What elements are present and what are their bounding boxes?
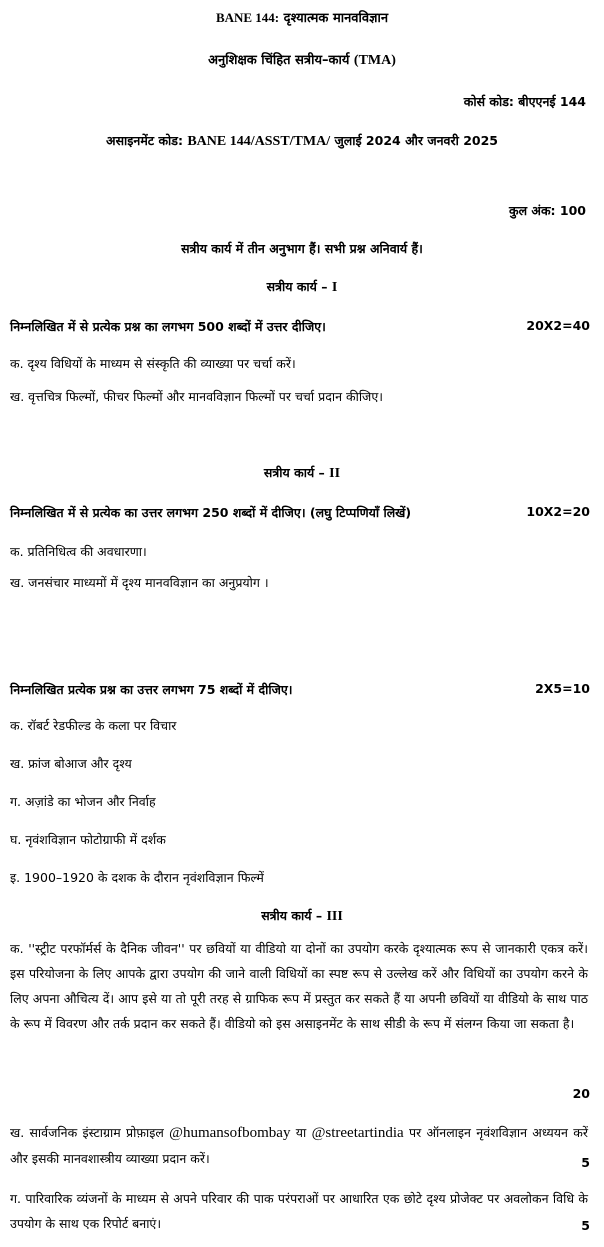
section-1-question-a: क. दृश्य विधियों के माध्यम से संस्कृति की व्याख्या पर चर्चा करें। [10, 356, 296, 371]
short-question-e: इ. 1900–1920 के दशक के दौरान नृवंशविज्ञान फिल्में [10, 870, 264, 885]
section-1-instruction: निम्नलिखित में से प्रत्येक प्रश्न का लगभग 500 शब्दों में उत्तर दीजिए। [10, 319, 326, 334]
section-2-instruction: निम्नलिखित में से प्रत्येक का उत्तर लगभग 250 शब्दों में दीजिए। (लघु टिप्पणियाँ लिखें) [10, 505, 412, 520]
section-3-question-a-marks: 20 [572, 1086, 590, 1101]
section-2-short-instruction: निम्नलिखित प्रत्येक प्रश्न का उत्तर लगभग 75 शब्दों में दीजिए। [10, 682, 293, 697]
section-3-question-b [10, 1120, 588, 1171]
section-3-question-c-text: ग. पारिवारिक व्यंजनों के माध्यम से अपने परिवार की पाक परंपराओं पर आधारित एक छोटे दृश्य प्रोजेक्ट पर अवलोकन विधि के उपयोग के साथ एक रिपोर्ट बनाएं। [10, 1191, 588, 1231]
section-1-heading-num: I [331, 280, 338, 295]
section-2-heading [0, 464, 604, 482]
tma-label-hindi: अनुशिक्षक चिंहित सत्रीय–कार्य [208, 53, 350, 68]
section-2-heading-num: II [329, 466, 341, 481]
section-2-question-a: क. प्रतिनिधित्व की अवधारणा। [10, 544, 147, 559]
section-3-question-c-marks: 5 [581, 1218, 590, 1233]
section-3-heading-num: III [326, 909, 343, 924]
tma-label-english: (TMA) [353, 53, 396, 68]
instructions: सत्रीय कार्य में तीन अनुभाग हैं। सभी प्रश्न अनिवार्य हैं। [181, 241, 423, 256]
assignment-session: जुलाई 2024 और जनवरी 2025 [334, 133, 498, 148]
short-question-b: ख. फ्रांज बोआज और दृश्य [10, 756, 132, 771]
section-1-heading-text: सत्रीय कार्य – [266, 279, 328, 294]
assignment-code-line [0, 132, 604, 150]
section-3-question-c [10, 1186, 588, 1236]
section-3-heading-text: सत्रीय कार्य – [261, 908, 323, 923]
total-marks: कुल अंक: 100 [508, 203, 586, 218]
course-code: कोर्स कोड: बीएएनई 144 [463, 94, 586, 109]
short-question-d: घ. नृवंशविज्ञान फोटोग्राफी में दर्शक [10, 832, 166, 847]
page-title [0, 8, 604, 26]
short-question-a: क. रॉबर्ट रेडफील्ड के कला पर विचार [10, 718, 177, 733]
section-3-question-b-text [10, 1120, 588, 1171]
section-3-question-a-text: क. ''स्ट्रीट परफॉर्मर्स के दैनिक जीवन'' पर छवियों या वीडियो या दोनों का उपयोग करके दृश्यात्मक रूप से जानकारी एकत्र करें। इस परियोजना के लिए आपके द्वारा उपयोग की जाने वाली विधियों का स्पष्ट रूप से उल्लेख करें और विधियों का उपयोग करने के लिए अपना औचित्य दें। आप इसे या तो पूरी तरह से ग्राफिक रूप में प्रस्तुत कर सकते हैं या अपनी छवियों या वीडियो के साथ पाठ के रूप में विवरण और तर्क प्रदान कर सकते हैं। वीडियो को इस असाइनमेंट के साथ सीडी के रूप में संलग्न किया जा सकता है। [10, 941, 588, 1031]
section-2-question-b: ख. जनसंचार माध्यमों में दृश्य मानवविज्ञान का अनुप्रयोग । [10, 575, 269, 590]
section-3-heading [0, 907, 604, 925]
q2-handle-2: @streetartindia [311, 1125, 404, 1141]
section-3-question-a [10, 936, 588, 1036]
title-code: BANE 144: [215, 10, 280, 25]
short-question-c: ग. अज़ांडे का भोजन और निर्वाह [10, 794, 156, 809]
section-3-question-b-marks: 5 [581, 1155, 590, 1170]
assignment-label: असाइनमेंट कोड: [106, 133, 183, 148]
section-2-short-marks: 2X5=10 [535, 681, 590, 696]
assignment-code: BANE 144/ASST/TMA/ [187, 134, 331, 149]
q2-mid: या [295, 1125, 307, 1140]
q2-pre: ख. सार्वजनिक इंस्टाग्राम प्रोफ़ाइल [10, 1125, 164, 1140]
tma-label [0, 50, 604, 69]
section-1-marks: 20X2=40 [526, 318, 590, 333]
q2-handle-1: @humansofbombay [169, 1125, 291, 1141]
section-1-heading [0, 278, 604, 296]
title-hindi: दृश्यात्मक मानवविज्ञान [283, 11, 389, 26]
q2-post: पर ऑनलाइन नृवंशविज्ञान अध्ययन करें और इसकी मानवशास्त्रीय व्याख्या प्रदान करें। [10, 1125, 588, 1166]
section-2-heading-text: सत्रीय कार्य – [263, 465, 325, 480]
section-1-question-b: ख. वृत्तचित्र फिल्मों, फीचर फिल्मों और मानवविज्ञान फिल्मों पर चर्चा प्रदान कीजिए। [10, 389, 383, 404]
section-2-marks: 10X2=20 [526, 504, 590, 519]
